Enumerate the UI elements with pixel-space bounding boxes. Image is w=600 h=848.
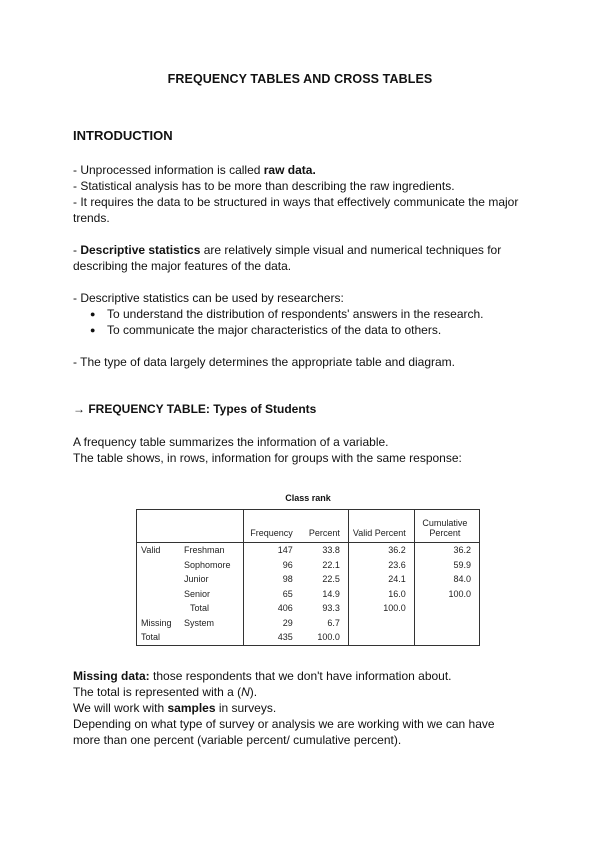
table-row	[137, 630, 480, 645]
table-row	[137, 616, 480, 631]
table-row	[137, 558, 480, 573]
cumulative-cell: 36.2	[414, 543, 479, 558]
cumulative-cell: 100.0	[414, 587, 479, 602]
depending-paragraph: Depending on what type of survey or analysis we are working with we can have more than one percent (variable percent/ cumulative percent).	[73, 717, 495, 747]
row-label	[180, 630, 243, 645]
row-label: Senior	[184, 588, 211, 599]
row-group	[137, 558, 181, 573]
bullet-item: ● To understand the distribution of respondents' answers in the research.	[90, 306, 484, 322]
class-rank-table	[136, 509, 480, 646]
percent-cell: 22.5	[322, 574, 340, 585]
row-label: System	[184, 617, 215, 628]
missing-data-term: Missing data:	[73, 669, 150, 683]
descriptive-statistics-paragraph	[73, 242, 533, 274]
cumulative-cell	[414, 630, 479, 645]
valid-percent-cell: 36.2	[348, 543, 414, 558]
samples-term: samples	[167, 701, 216, 715]
frequency-cell: 435	[243, 630, 301, 645]
uses-intro-line: - Descriptive statistics can be used by researchers:	[73, 291, 344, 305]
percent-cell: 22.1	[322, 559, 340, 570]
valid-percent-cell: 24.1	[348, 572, 414, 587]
table-header-row	[137, 510, 480, 543]
valid-percent-cell: 23.6	[348, 558, 414, 573]
total-n-line	[73, 684, 533, 700]
percent-cell: 100.0	[301, 630, 349, 645]
row-group	[137, 587, 181, 602]
row-label: Sophomore	[184, 559, 231, 570]
valid-percent-cell	[348, 616, 414, 631]
statistical-analysis-line: - Statistical analysis has to be more than describing the raw ingredients.	[73, 179, 455, 193]
missing-data-text: those respondents that we don't have information about.	[149, 669, 452, 683]
table-row	[137, 601, 480, 616]
percent-cell: 33.8	[322, 545, 340, 556]
samples-pre: We will work with	[73, 701, 168, 715]
table-row	[137, 587, 480, 602]
frequency-cell: 96	[243, 558, 301, 573]
total-n-pre: The total is represented with a (	[73, 685, 242, 699]
frequency-table-heading: → FREQUENCY TABLE: Types of Students	[73, 402, 317, 416]
table-title: Class rank	[285, 493, 331, 503]
valid-percent-cell	[348, 630, 414, 645]
cumulative-cell	[414, 616, 479, 631]
percent-cell: 6.7	[327, 617, 340, 628]
percent-cell: 93.3	[322, 603, 340, 614]
table-row	[137, 543, 480, 558]
row-group: Valid	[137, 543, 181, 558]
row-group: Missing	[137, 616, 181, 631]
cumulative-cell: 84.0	[414, 572, 479, 587]
uses-bullet-list	[90, 306, 484, 338]
valid-percent-cell: 16.0	[348, 587, 414, 602]
structured-data-line: - It requires the data to be structured in ways that effectively communicate the major trends.	[73, 195, 519, 225]
row-group	[137, 572, 181, 587]
valid-percent-header: Valid Percent	[348, 510, 414, 543]
table-header-cell	[137, 510, 181, 543]
row-group	[137, 601, 181, 616]
frequency-cell: 147	[243, 543, 301, 558]
row-label: Total	[190, 603, 210, 614]
cumulative-cell	[414, 601, 479, 616]
table-header-cell	[180, 510, 243, 543]
cumulative-cell: 59.9	[414, 558, 479, 573]
percent-header: Percent	[301, 510, 349, 543]
frequency-header: Frequency	[243, 510, 301, 543]
cumulative-percent-header: Cumulative Percent	[414, 510, 479, 543]
frequency-cell: 65	[243, 587, 301, 602]
total-n-symbol: N	[241, 685, 250, 699]
frequency-table-rows-description: The table shows, in rows, information for groups with the same response:	[73, 451, 462, 465]
bullet-item: ● To communicate the major characteristics of the data to others.	[90, 322, 484, 338]
samples-post: in surveys.	[215, 701, 277, 715]
raw-data-line-text: - Unprocessed information is called	[73, 163, 264, 177]
row-label: Junior	[184, 574, 209, 585]
frequency-table-description: A frequency table summarizes the information of a variable.	[73, 435, 389, 449]
descriptive-statistics-term: Descriptive statistics	[80, 243, 201, 257]
raw-data-line	[73, 162, 533, 178]
data-type-line: - The type of data largely determines the appropriate table and diagram.	[73, 355, 456, 369]
frequency-cell: 98	[243, 572, 301, 587]
descriptive-prefix: -	[73, 243, 81, 257]
frequency-cell: 29	[243, 616, 301, 631]
row-label: Freshman	[184, 545, 225, 556]
frequency-cell: 406	[243, 601, 301, 616]
percent-cell: 14.9	[322, 588, 340, 599]
descriptive-statistics-text: are relatively simple visual and numerical techniques for describing the major features of the data.	[73, 243, 502, 273]
document-title: FREQUENCY TABLES AND CROSS TABLES	[167, 72, 433, 86]
row-group: Total	[137, 630, 181, 645]
valid-percent-cell: 100.0	[348, 601, 414, 616]
raw-data-term: raw data.	[263, 163, 316, 177]
total-n-post: ).	[249, 685, 258, 699]
missing-data-line	[73, 668, 533, 684]
table-row	[137, 572, 480, 587]
introduction-heading: INTRODUCTION	[73, 128, 173, 143]
samples-line	[73, 700, 533, 716]
